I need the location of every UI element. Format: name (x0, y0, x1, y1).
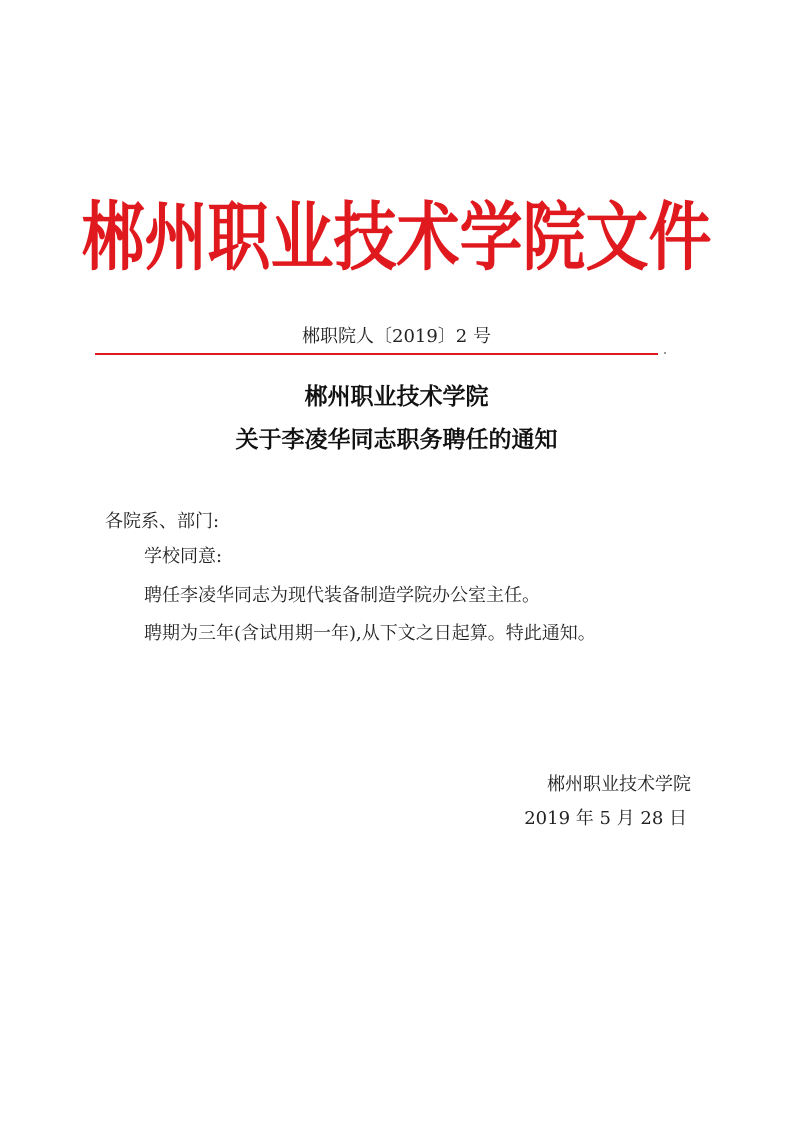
notice-title-line-1: 郴州职业技术学院 (304, 383, 489, 410)
document-header-title: 郴州职业技术学院文件 (81, 194, 712, 281)
signature-organization: 郴州职业技术学院 (547, 774, 691, 795)
header-divider (95, 353, 658, 355)
salutation: 各院系、部门: (105, 511, 220, 532)
signature-date: 2019 年 5 月 28 日 (524, 808, 687, 829)
divider-endmark (664, 352, 666, 354)
document-number: 郴职院人〔2019〕2 号 (302, 326, 491, 347)
body-paragraph: 聘任李凌华同志为现代装备制造学院办公室主任。 (144, 585, 540, 606)
body-paragraph: 学校同意: (144, 546, 223, 567)
body-paragraph: 聘期为三年(含试用期一年),从下文之日起算。特此通知。 (144, 623, 596, 644)
notice-title-line-2: 关于李凌华同志职务聘任的通知 (235, 426, 558, 453)
